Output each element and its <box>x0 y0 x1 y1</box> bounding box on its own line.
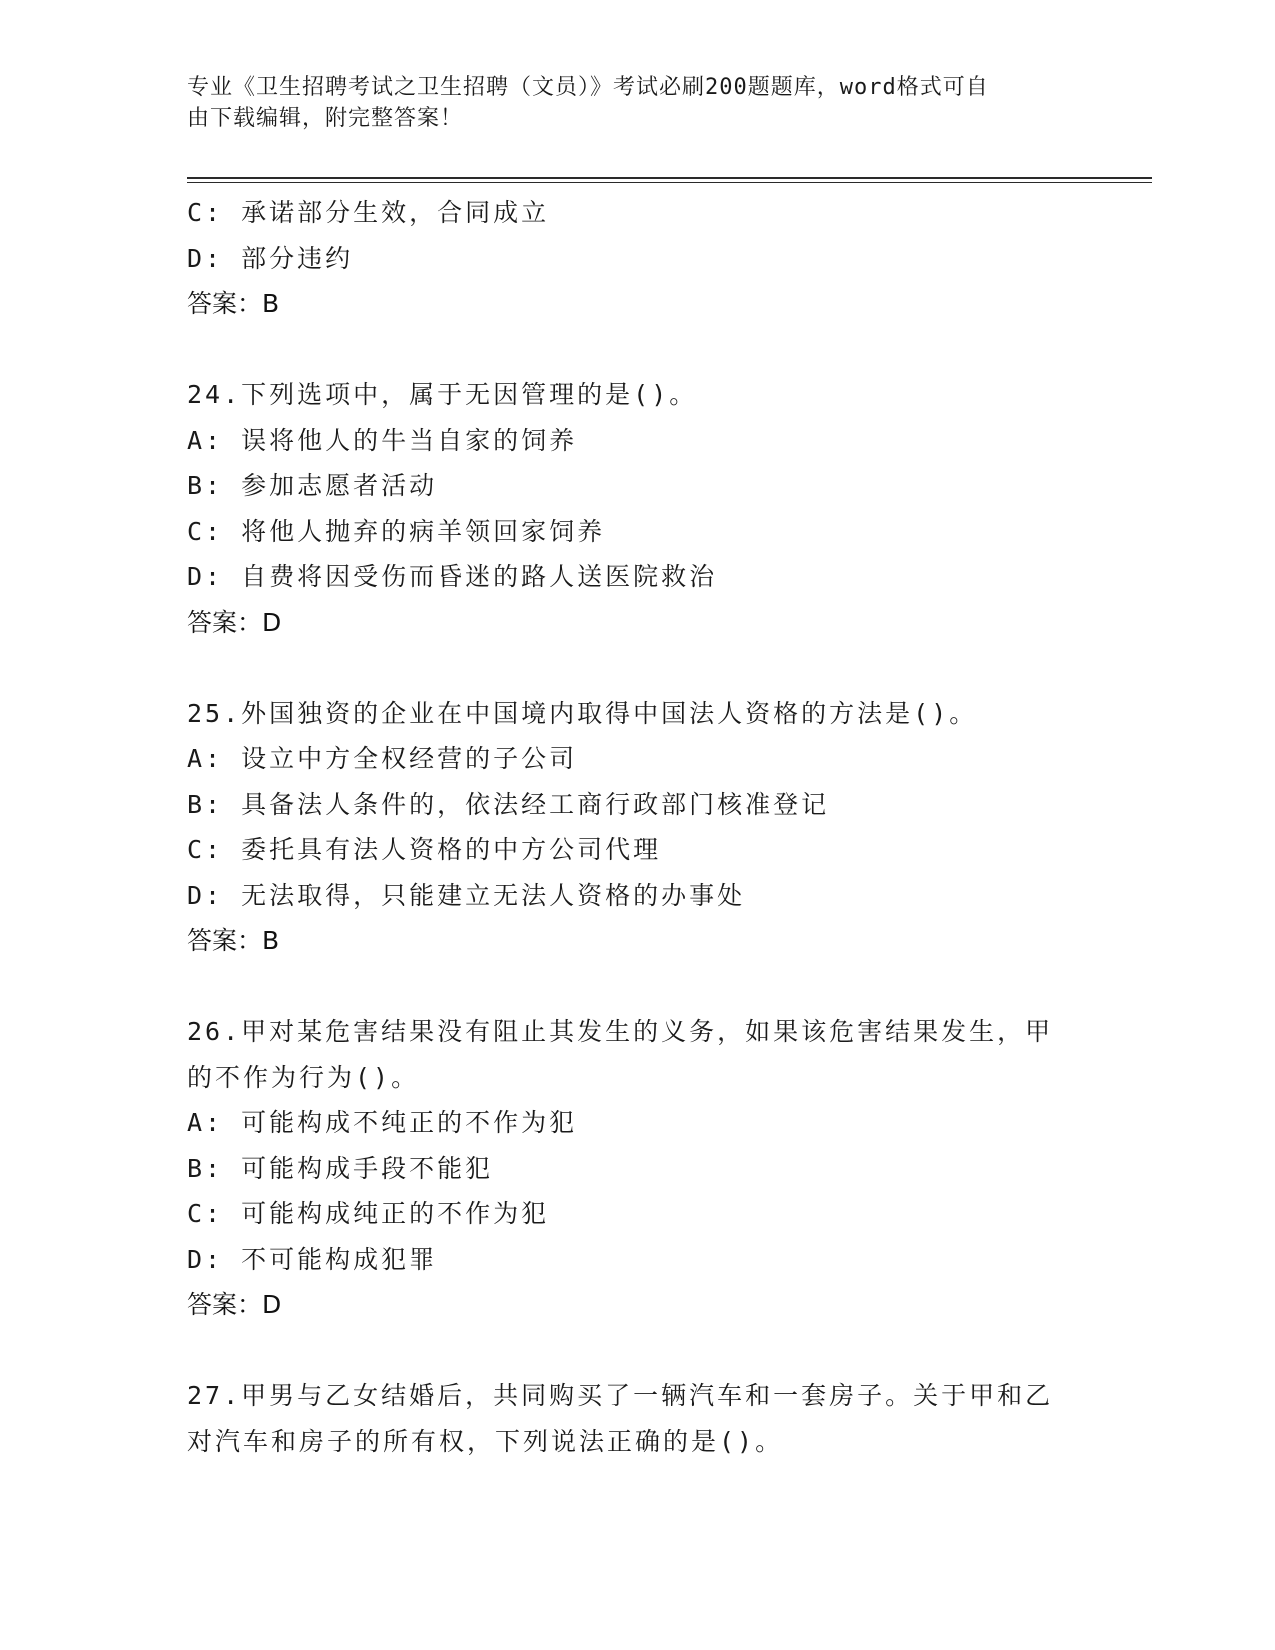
answer-line: 答案：B <box>187 926 280 955</box>
answer-line: 答案：D <box>187 607 282 637</box>
header-divider-thick <box>187 177 1152 179</box>
option-c: C: 将他人抛弃的病羊领回家饲养 <box>187 516 606 546</box>
option-b: B: 可能构成手段不能犯 <box>187 1153 494 1183</box>
answer-line: 答案：D <box>187 1290 282 1319</box>
spacer <box>187 327 1087 373</box>
option-d: D: 自费将因受伤而昏迷的路人送医院救治 <box>187 562 718 591</box>
answer-line: 答案：B <box>187 289 280 318</box>
option-d: D: 无法取得，只能建立无法人资格的办事处 <box>187 880 746 910</box>
option-a: A: 误将他人的牛当自家的饲养 <box>187 425 578 455</box>
question-27 <box>187 1373 1087 1464</box>
question-24 <box>187 372 1087 645</box>
option-a: A: 可能构成不纯正的不作为犯 <box>187 1108 578 1137</box>
question-list <box>187 190 1087 1464</box>
header-divider-thin <box>187 182 1152 183</box>
question-stem-line-1: 27.甲男与乙女结婚后，共同购买了一辆汽车和一套房子。关于甲和乙 <box>187 1381 1054 1410</box>
spacer <box>187 964 1087 1010</box>
question-stem: 25.外国独资的企业在中国境内取得中国法人资格的方法是()。 <box>187 698 978 728</box>
question-25 <box>187 691 1087 964</box>
option-c: C: 承诺部分生效，合同成立 <box>187 198 550 227</box>
option-d: D: 不可能构成犯罪 <box>187 1244 438 1274</box>
option-a: A: 设立中方全权经营的子公司 <box>187 744 578 773</box>
question-26 <box>187 1009 1087 1328</box>
option-c: C: 委托具有法人资格的中方公司代理 <box>187 835 662 864</box>
spacer <box>187 645 1087 691</box>
question-stem-line-2: 对汽车和房子的所有权，下列说法正确的是()。 <box>187 1426 784 1456</box>
option-b: B: 具备法人条件的，依法经工商行政部门核准登记 <box>187 789 830 819</box>
option-b: B: 参加志愿者活动 <box>187 471 438 500</box>
question-stem-line-1: 26.甲对某危害结果没有阻止其发生的义务，如果该危害结果发生，甲 <box>187 1017 1054 1046</box>
header-line-1: 专业《卫生招聘考试之卫生招聘（文员）》考试必刷200题题库，word格式可自 <box>187 75 989 100</box>
question-stem: 24.下列选项中，属于无因管理的是()。 <box>187 380 698 409</box>
header-line-2: 由下载编辑，附完整答案！ <box>187 106 464 131</box>
question-23-continued <box>187 190 1087 327</box>
spacer <box>187 1328 1087 1374</box>
question-stem-line-2: 的不作为行为()。 <box>187 1062 420 1092</box>
option-c: C: 可能构成纯正的不作为犯 <box>187 1199 550 1228</box>
option-d: D: 部分违约 <box>187 243 354 273</box>
document-header <box>187 72 1067 134</box>
